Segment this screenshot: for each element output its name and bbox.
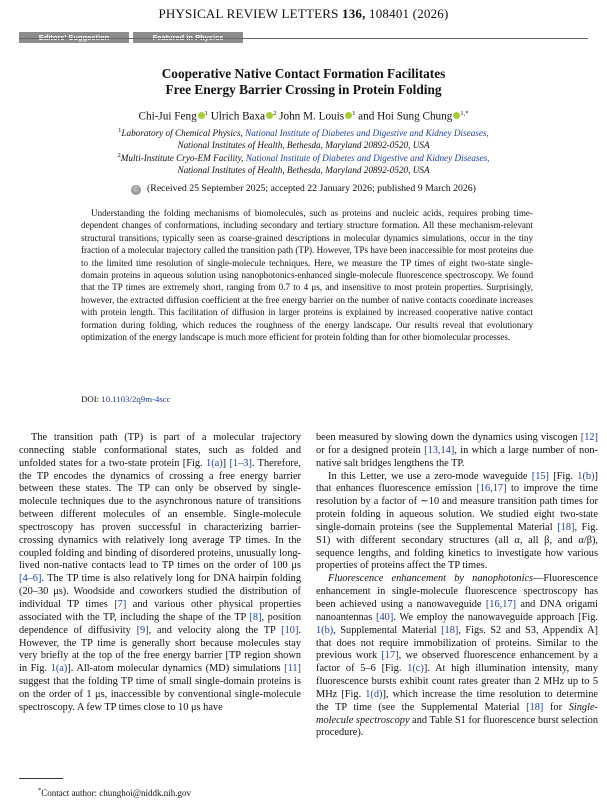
orcid-icon[interactable]: [198, 112, 205, 119]
citation-link[interactable]: [18]: [557, 521, 575, 533]
journal-header: [0, 6, 607, 22]
figure-link[interactable]: 1(c): [407, 663, 424, 675]
section-heading: Fluorescence enhancement by nanophotonics: [328, 573, 534, 585]
footnote-rule: [19, 778, 63, 779]
footnote: *Contact author: chunghoi@niddk.nih.gov: [38, 787, 192, 798]
figure-link[interactable]: 1(b): [577, 470, 595, 482]
title-line-1: Cooperative Native Contact Formation Facilitates: [161, 66, 446, 81]
cc-license-icon[interactable]: ©: [131, 185, 141, 195]
header-rule: [19, 38, 588, 39]
citation-link[interactable]: [7]: [114, 598, 127, 610]
author-name: Hoi Sung Chung: [377, 110, 453, 123]
citation-link[interactable]: [10]: [281, 624, 299, 636]
citation-link[interactable]: [17]: [381, 650, 399, 662]
paragraph: been measured by slowing down the dynamics using viscogen [12] or for a designed protein [13,14], in which a large number of non-native salt bridges lengthens the TP.: [316, 432, 598, 469]
citation-link[interactable]: [4–6]: [19, 573, 42, 585]
paragraph: In this Letter, we use a zero-mode waveguide [15] [Fig. 1(b)] that enhances fluorescence emission [16,17] to improve the time resolution by a factor of ∼10 and measure transition path times for protein folding in aqueous solution. We studied eight two-state single-domain proteins (see the Supplemental Material [18], Fig. S1) with different secondary structures (all α, all β, and α/β), sequence lengths, and folding kinetics to investigate how various properties of proteins affect the TP times.: [316, 470, 598, 572]
doi-link[interactable]: 10.1103/2q9m-4scc: [101, 394, 171, 404]
citation-link[interactable]: [15]: [531, 470, 549, 482]
author-name: Ulrich Baxa: [210, 110, 266, 123]
institution-link[interactable]: National Institute of Diabetes and Digestive and Kidney Diseases,: [245, 128, 489, 139]
author-name: Chi-Jui Feng: [138, 110, 197, 123]
citation-link[interactable]: [16,17]: [476, 483, 507, 495]
citation-link[interactable]: [12]: [580, 432, 598, 443]
figure-link[interactable]: 1(b): [316, 624, 334, 636]
affiliation-2: $^2$Multi-Institute Cryo-EM Facility, National Institute of Diabetes and Digestive and Kidney Diseases, National Institutes of Health, Bethesda, Maryland 20892-0520, USA: [117, 152, 490, 176]
citation-link[interactable]: [16,17]: [485, 598, 517, 610]
affiliation-1: $^1$Laboratory of Chemical Physics, National Institute of Diabetes and Digestive and Kidney Diseases, National Institutes of Health, Bethesda, Maryland 20892-0520, USA: [118, 127, 489, 151]
author-list: Chi-Jui Feng $^1$ Ulrich Baxa $^2$ John M. Louis $^1$ and Hoi Sung Chung $^{1,*}$: [138, 110, 469, 123]
citation-link[interactable]: [18]: [441, 624, 459, 636]
citation-link[interactable]: [40]: [376, 611, 394, 623]
received-dates: © (Received 25 September 2025; accepted 22 January 2026; published 9 March 2026): [0, 183, 607, 195]
citation-link[interactable]: [18]: [526, 701, 544, 713]
doi: DOI: 10.1103/2q9m-4scc: [81, 394, 171, 404]
title-line-2: Free Energy Barrier Crossing in Protein Folding: [165, 82, 442, 97]
citation-link[interactable]: [1–3]: [229, 457, 252, 469]
institution-link[interactable]: National Institute of Diabetes and Digestive and Kidney Diseases,: [245, 153, 490, 164]
journal-name: PHYSICAL REVIEW LETTERS: [158, 6, 339, 21]
author-name: John M. Louis: [279, 110, 345, 123]
article-title: [0, 66, 607, 98]
citation-link[interactable]: [11]: [284, 663, 301, 675]
paragraph: The transition path (TP) is part of a molecular trajectory connecting stable conformational states, such as folded and unfolded states for a two-state protein [Fig. 1(a)] [1–3]. Therefore, the TP encodes the dynamics of crossing a free energy barrier between these states. The TP can only be observed by single-molecule techniques due to the asynchronous nature of transitions between different molecules of an ensemble. Single-molecule spectroscopy has proven successful in characterizing barrier-crossing dynamics with relatively long average TP times. In the coupled folding and binding of disordered proteins, unusually long-lived non-native contacts lead to TP times on the order of 100 μs [4–6]. The TP time is also relatively long for DNA hairpin folding (20–30 μs). Woodside and coworkers studied the distribution of individual TP times [7] and various other physical properties associated with the TP, including the shape of the TP [8], position dependence of diffusivity [9], and velocity along the TP [10]. However, the TP time is generally short because molecules stay very briefly at the top of the free energy barrier [TP region shown in Fig. 1(a)]. All-atom molecular dynamics (MD) simulations [11] suggest that the folding TP time of small single-domain proteins is on the order of 1 μs, inaccessible by conventional single-molecule spectroscopy. A few TP times close to 10 μs have: [19, 432, 302, 713]
and-word: and: [358, 110, 375, 123]
abstract: Understanding the folding mechanisms of biomolecules, such as proteins and nucleic acids, requires probing time-dependent changes of conformations, including secondary and tertiary structure formation. All these mechanism-relevant structural transitions, typically seen as coarse-grained descriptions in molecular dynamics simulations, occur in the tiny fraction of a molecular trajectory called the transition path (TP). However, TPs have been inaccessible for most proteins due to the limited time resolution of single-molecule techniques. Here, we measure the TP times of eight two-state single-domain proteins in aqueous solution using nanophotonics-enhanced single-molecule fluorescence spectroscopy. We found that the TP times are extremely short, ranging from 0.7 to 4 μs, and insensitive to most protein properties. Surprisingly, however, the extracted diffusion coefficient at the free energy barrier on the number of native contacts coordinate increases with protein length. This facilitation of diffusion in larger proteins is explained by increased cooperative native contact formation during folding, which reduces the roughness of the energy landscape. Our results reveal that evolutionary optimization of the energy landscape is much more efficient for protein folding than for other biomolecular processes.: [81, 208, 533, 343]
article-info: 108401 (2026): [369, 6, 449, 21]
citation-link[interactable]: [8]: [249, 611, 262, 623]
badge-bar: [19, 27, 247, 45]
figure-link[interactable]: 1(a): [50, 663, 68, 675]
body-left-column: [19, 432, 301, 715]
figure-link[interactable]: 1(a): [206, 457, 223, 469]
body-right-column: [316, 432, 598, 740]
journal-volume: 136,: [342, 6, 366, 21]
paragraph: Fluorescence enhancement by nanophotonics—Fluorescence enhancement in single-molecule fluorescence spectroscopy has been achieved using a nanowaveguide [16,17] and DNA origami nanoantennas [40]. We employ the nanowaveguide approach [Fig. 1(b), Supplemental Material [18], Figs. S2 and S3, Appendix A] that does not require immobilization of proteins. Similar to the previous work [17], we observed fluorescence enhancement by a factor of 5–6 [Fig. 1(c)]. At high illumination intensity, many fluorescence bursts exhibit count rates greater than 2 MHz up to 5 MHz [Fig. 1(d)], which increase the time resolution to determine the TP time (see the Supplemental Material [18] for Single-molecule spectroscopy and Table S1 for fluorescence burst selection procedure).: [316, 573, 599, 739]
figure-link[interactable]: 1(d): [365, 688, 383, 700]
citation-link[interactable]: [9]: [136, 624, 149, 636]
citation-link[interactable]: [13,14]: [424, 444, 455, 456]
